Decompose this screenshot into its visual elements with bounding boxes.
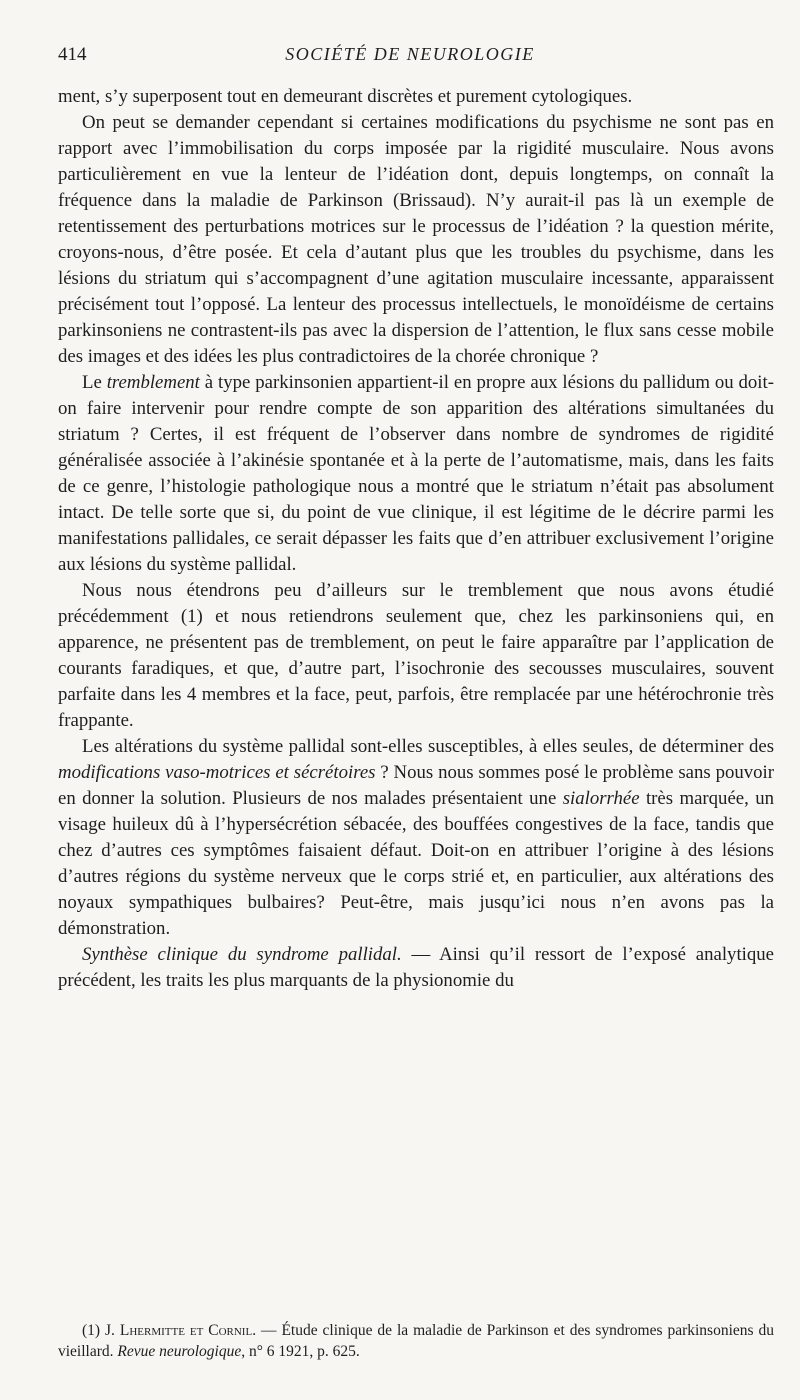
text-run: Le bbox=[82, 372, 107, 393]
text-run: Les altérations du système pallidal sont-elles susceptibles, à elles seules, de déterminer des bbox=[82, 736, 774, 757]
text-run: très marquée, un visage huileux dû à l’hypersécrétion sébacée, des bouffées congestives de la face, tandis que chez d’autres ces symptômes faisaient défaut. Doit-on en attribuer l’origine à des lésions d’autres régions du système nerveux que le corps strié et, en particulier, aux altérations des noyaux sympathiques bulbaires? Peut-être, mais jusqu’ici nous n’en avons pas la démonstration. bbox=[58, 788, 774, 939]
footnote-ref: , n° 6 1921, p. 625. bbox=[241, 1343, 360, 1360]
footnote-text: — Étude clinique de la maladie de Parkinson et des syndromes parkinsoniens du vieillard. bbox=[58, 1322, 774, 1360]
italic-term-tremblement: tremblement bbox=[106, 372, 200, 393]
italic-term-modifications: modifications vaso-motrices et sécrétoires bbox=[58, 762, 376, 783]
page-number: 414 bbox=[58, 44, 87, 65]
page-header bbox=[58, 44, 762, 74]
text-run: à type parkinsonien appartient-il en propre aux lésions du pallidum ou doit-on faire intervenir pour rendre compte de son apparition des altérations simultanées du striatum ? Certes, il est fréquent de l’observer dans nombre de syndromes de rigidité généralisée associée à l’akinésie spontanée et à la perte de l’automatisme, mais, dans les faits de ce genre, l’histologie pathologique nous a montré que le striatum n’était pas absolument intact. De telle sorte que si, du point de vue clinique, il est légitime de le décrire parmi les manifestations pallidales, ce serait dépasser les faits que d’en attribuer exclusivement l’origine aux lésions du système pallidal. bbox=[58, 372, 774, 575]
footnote-authors: Lhermitte et Cornil. bbox=[119, 1322, 257, 1339]
text-run: — Ainsi qu’il ressort de l’exposé analytique précédent, les traits les plus marquants de la physionomie du bbox=[58, 944, 774, 991]
running-title: SOCIÉTÉ DE NEUROLOGIE bbox=[285, 44, 535, 64]
article-body bbox=[58, 84, 774, 994]
footnote bbox=[58, 1320, 774, 1362]
paragraph-continuation: ment, s’y superposent tout en demeurant discrètes et purement cytologiques. bbox=[58, 86, 633, 107]
section-heading-synthese: Synthèse clinique du syndrome pallidal. bbox=[82, 944, 402, 965]
footnote-marker: (1) J. bbox=[82, 1322, 120, 1339]
text-run: ? Nous nous sommes posé le problème sans pouvoir en donner la solution. Plusieurs de nos malades présentaient une bbox=[58, 762, 774, 809]
paragraph-psychisme: On peut se demander cependant si certaines modifications du psychisme ne sont pas en rapport avec l’immobilisation du corps imposée par la rigidité musculaire. Nous avons particulièrement en vue la lenteur de l’idéation dont, depuis longtemps, on connaît la fréquence dans la maladie de Parkinson (Brissaud). N’y aurait-il pas là un exemple de retentissement des perturbations motrices sur le processus de l’idéation ? la question mérite, croyons-nous, d’être posée. Et cela d’autant plus que les troubles du psychisme, dans les lésions du striatum qui s’accompagnent d’une agitation musculaire incessante, apparaissent précisément tout l’opposé. La lenteur des processus intellectuels, le monoïdéisme de certains parkinsoniens ne contrastent-ils pas avec la dispersion de l’attention, le flux sans cesse mobile des images et des idées les plus contradictoires de la chorée chronique ? bbox=[58, 112, 774, 367]
paragraph-synthese bbox=[58, 942, 774, 994]
paragraph-tremblement bbox=[58, 370, 774, 578]
paragraph-etude-tremblement: Nous nous étendrons peu d’ailleurs sur le tremblement que nous avons étudié précédemment (1) et nous retiendrons seulement que, chez les parkinsoniens qui, en apparence, ne présentent pas de tremblement, on peut le faire apparaître par l’application de courants faradiques, et que, d’autre part, l’isochronie des secousses musculaires, souvent parfaite dans les 4 membres et la face, peut, parfois, être remplacée par une hétérochronie très frappante. bbox=[58, 580, 774, 731]
footnote-journal: Revue neurologique bbox=[117, 1343, 242, 1360]
paragraph-vaso-motrices bbox=[58, 734, 774, 942]
italic-term-sialorrhee: sialorrhée bbox=[562, 788, 640, 809]
